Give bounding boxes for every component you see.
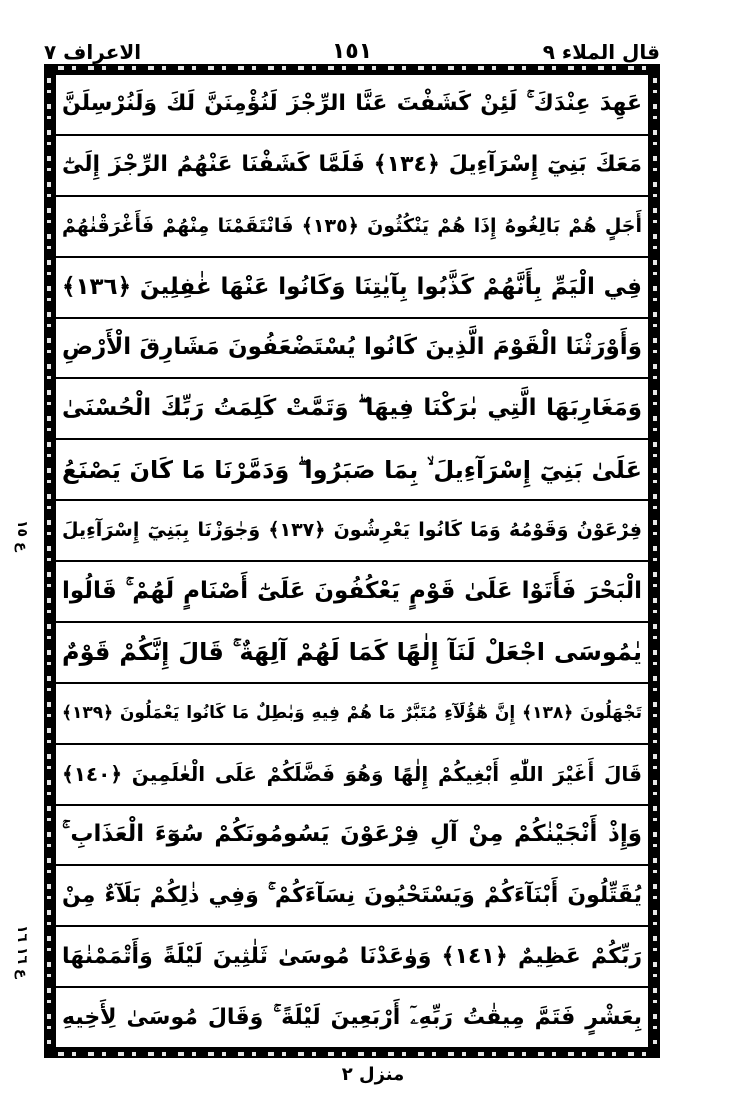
page-header: [44, 40, 660, 64]
ruku-marker: ع ١٥: [14, 520, 30, 552]
text-line: فِي الْيَمِّ بِأَنَّهُمْ كَذَّبُوا بِآيٰتِنَا وَكَانُوا عَنْهَا غٰفِلِينَ ﴿١٣٦﴾: [56, 258, 648, 319]
text-line: وَمَغَارِبَهَا الَّتِي بٰرَكْنَا فِيهَا ۖ وَتَمَّتْ كَلِمَتُ رَبِّكَ الْحُسْنَىٰ: [56, 379, 648, 440]
text-line: أَجَلٍ هُمْ بَالِغُوهُ إِذَا هُمْ يَنْكُثُونَ ﴿١٣٥﴾ فَانْتَقَمْنَا مِنْهُمْ فَأَغْرَقْنٰهُمْ: [56, 197, 648, 258]
text-line: بِعَشْرٍ فَتَمَّ مِيقٰتُ رَبِّهِۦٓ أَرْبَعِينَ لَيْلَةً ۚ وَقَالَ مُوسَىٰ لِأَخِيهِ: [62, 1004, 642, 1030]
text-line: الْبَحْرَ فَأَتَوْا عَلَىٰ قَوْمٍ يَعْكُفُونَ عَلَىٰٓ أَصْنَامٍ لَهُمْ ۚ قَالُوا: [56, 562, 648, 623]
page-number: ١٥١: [331, 39, 373, 64]
ornamental-frame: [44, 64, 660, 1058]
text-line: وَأَوْرَثْنَا الْقَوْمَ الَّذِينَ كَانُوا يُسْتَضْعَفُونَ مَشَارِقَ الْأَرْضِ: [56, 319, 648, 380]
text-block: [54, 73, 650, 1049]
text-line: عَهِدَ عِنْدَكَ ۚ لَئِنْ كَشَفْتَ عَنَّا الرِّجْزَ لَنُؤْمِنَنَّ لَكَ وَلَنُرْسِلَنَّ: [56, 75, 648, 136]
border-ornament: [58, 1052, 646, 1056]
juz-name: قال الملاء ٩: [542, 40, 660, 64]
manzil-marker: منزل ٢: [341, 1064, 405, 1085]
text-line: يُقَتِّلُونَ أَبْنَآءَكُمْ وَيَسْتَحْيُونَ نِسَآءَكُمْ ۚ وَفِي ذٰلِكُمْ بَلَآءٌ مِنْ: [56, 866, 648, 927]
border-ornament: [58, 66, 646, 70]
text-line: رَبِّكُمْ عَظِيمٌ ﴿١٤١﴾ وَوٰعَدْنَا مُوسَىٰ ثَلٰثِينَ لَيْلَةً وَأَتْمَمْنٰهَا: [56, 927, 648, 988]
border-ornament: [47, 78, 51, 1044]
text-line: فِرْعَوْنُ وَقَوْمُهُ وَمَا كَانُوا يَعْرِشُونَ ﴿١٣٧﴾ وَجٰوَزْنَا بِبَنِيٓ إِسْرَآءِيلَ: [56, 501, 648, 562]
ruku-marker: ع ١٦ ١٦: [14, 925, 30, 979]
text-line: تَجْهَلُونَ ﴿١٣٨﴾ إِنَّ هٰٓؤُلَآءِ مُتَبَّرٌ مَا هُمْ فِيهِ وَبٰطِلٌ مَا كَانُوا يَعْمَلُونَ ﴿١٣٩﴾: [56, 684, 648, 745]
text-line: قَالَ أَغَيْرَ اللّٰهِ أَبْغِيكُمْ إِلٰهًا وَهُوَ فَضَّلَكُمْ عَلَى الْعٰلَمِينَ ﴿١٤٠﴾: [56, 745, 648, 806]
text-line: عَلَىٰ بَنِيٓ إِسْرَآءِيلَ ۙ بِمَا صَبَرُوا ۖ وَدَمَّرْنَا مَا كَانَ يَصْنَعُ: [56, 440, 648, 501]
text-line: مَعَكَ بَنِيٓ إِسْرَآءِيلَ ﴿١٣٤﴾ فَلَمَّا كَشَفْنَا عَنْهُمُ الرِّجْزَ إِلَىٰٓ: [56, 136, 648, 197]
surah-name: الاعراف ٧: [44, 40, 142, 64]
text-line: يٰمُوسَى اجْعَلْ لَنَآ إِلٰهًا كَمَا لَهُمْ آلِهَةٌ ۚ قَالَ إِنَّكُمْ قَوْمٌ: [56, 623, 648, 684]
text-line: وَإِذْ أَنْجَيْنٰكُمْ مِنْ آلِ فِرْعَوْنَ يَسُومُونَكُمْ سُوٓءَ الْعَذَابِ ۚ: [56, 806, 648, 867]
border-ornament: [653, 78, 657, 1044]
